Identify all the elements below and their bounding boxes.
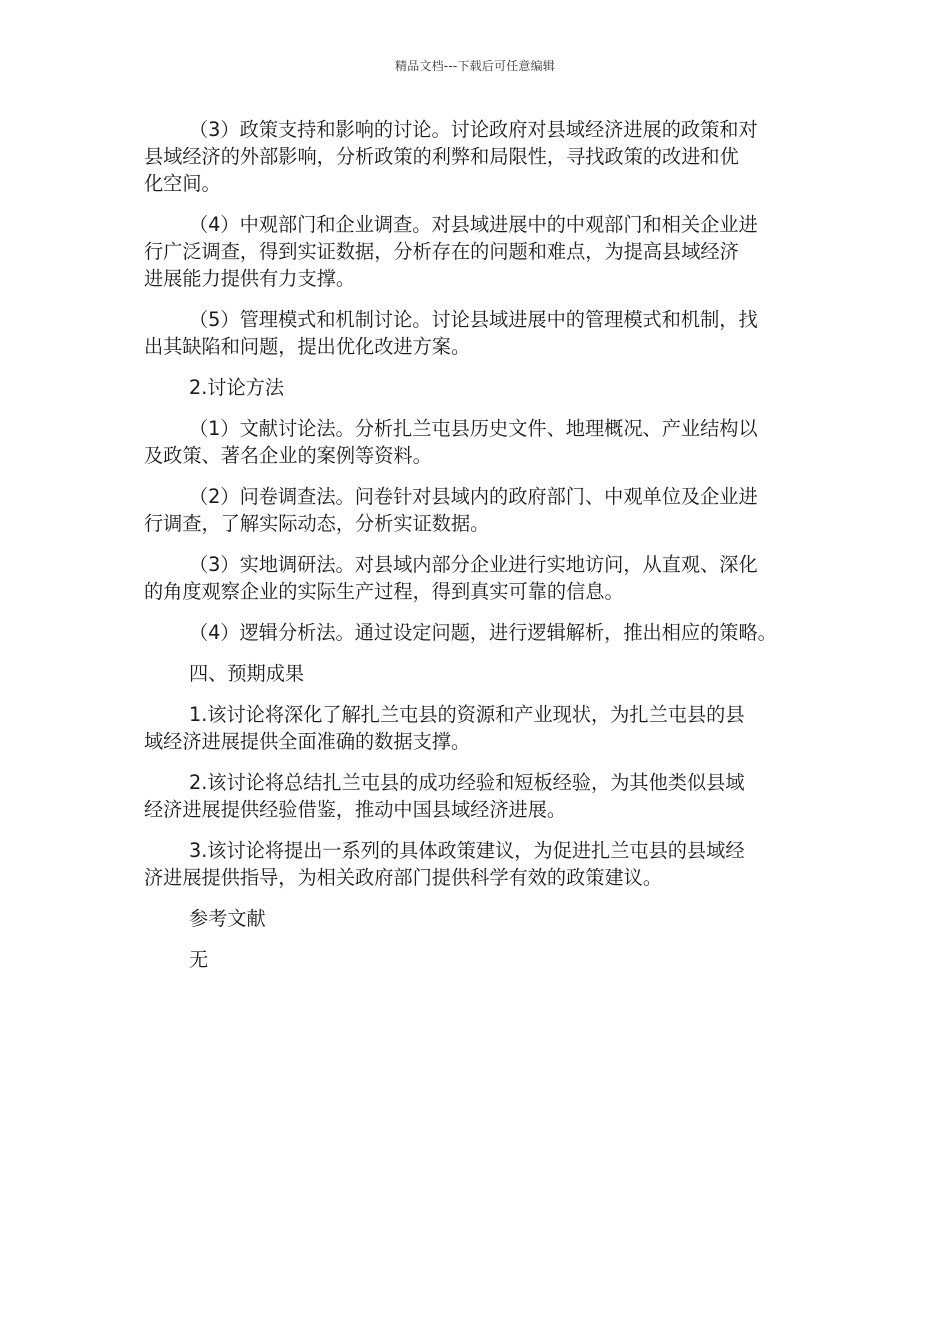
page-header: 精品文档---下载后可任意编辑	[395, 59, 555, 73]
paragraph-management-mode: （5）管理模式和机制讨论。讨论县域进展中的管理模式和机制，找 出其缺陷和问题，提出优化改进方案。	[144, 308, 758, 358]
paragraph-result-2: 2.该讨论将总结扎兰屯县的成功经验和短板经验，为其他类似县域 经济进展提供经验借鉴，推动中国县域经济进展。	[144, 771, 745, 821]
paragraph-result-3: 3.该讨论将提出一系列的具体政策建议，为促进扎兰屯县的县域经 济进展提供指导，为相关政府部门提供科学有效的政策建议。	[144, 839, 745, 889]
paragraph-method-literature: （1）文献讨论法。分析扎兰屯县历史文件、地理概况、产业结构以 及政策、著名企业的案例等资料。	[144, 417, 758, 467]
paragraph-policy-support: （3）政策支持和影响的讨论。讨论政府对县域经济进展的政策和对 县域经济的外部影响，分析政策的利弊和局限性，寻找政策的改进和优 化空间。	[144, 118, 758, 195]
paragraph-method-questionnaire: （2）问卷调查法。问卷针对县域内的政府部门、中观单位及企业进 行调查，了解实际动态，分析实证数据。	[144, 485, 758, 535]
document-body	[144, 116, 812, 987]
references-none: 无	[189, 948, 209, 971]
heading-references: 参考文献	[189, 907, 266, 930]
paragraph-method-logic-analysis: （4）逻辑分析法。通过设定问题，进行逻辑解析，推出相应的策略。	[189, 621, 777, 644]
paragraph-method-field-research: （3）实地调研法。对县域内部分企业进行实地访问，从直观、深化 的角度观察企业的实际生产过程，得到真实可靠的信息。	[144, 553, 758, 603]
paragraph-meso-survey: （4）中观部门和企业调查。对县域进展中的中观部门和相关企业进 行广泛调查，得到实证数据，分析存在的问题和难点，为提高县域经济 进展能力提供有力支撑。	[144, 213, 758, 290]
heading-expected-results: 四、预期成果	[189, 662, 305, 685]
heading-methods: 2.讨论方法	[189, 376, 285, 399]
paragraph-result-1: 1.该讨论将深化了解扎兰屯县的资源和产业现状，为扎兰屯县的县 域经济进展提供全面准确的数据支撑。	[144, 703, 745, 753]
